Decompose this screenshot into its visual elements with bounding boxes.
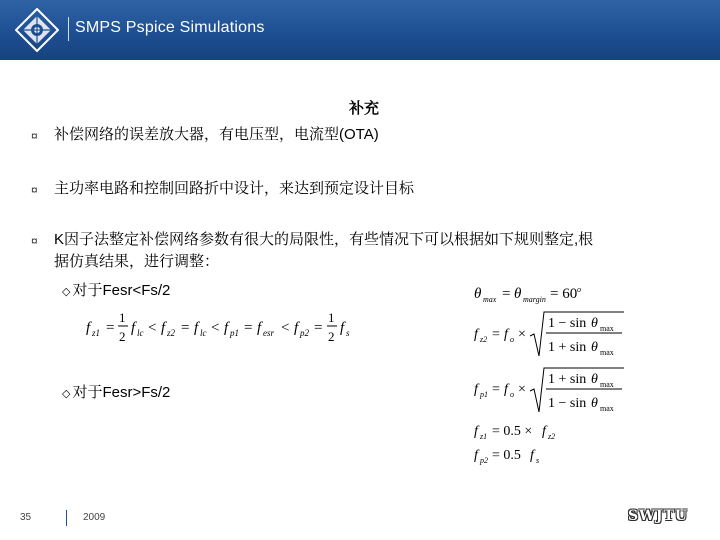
header-title: SMPS Pspice Simulations (75, 19, 265, 36)
svg-text:f: f (474, 327, 478, 342)
svg-text:=: = (492, 382, 500, 397)
svg-text:max: max (600, 324, 614, 333)
svg-text:×: × (518, 382, 526, 397)
arrow-icon: ◇ (62, 388, 71, 400)
svg-text:p2: p2 (480, 456, 488, 465)
svg-text:f: f (224, 320, 229, 336)
svg-text:<: < (281, 320, 290, 336)
brand-logo-text: SWJTU (628, 508, 689, 524)
bullet-icon: ¤ (31, 129, 38, 143)
svg-text:θ: θ (474, 286, 482, 302)
svg-text:1 + sin: 1 + sin (548, 340, 587, 355)
svg-text:max: max (483, 295, 497, 304)
svg-text:s: s (536, 456, 540, 465)
sub-item-2 (62, 381, 170, 402)
svg-text:f: f (474, 382, 478, 397)
svg-text:f: f (86, 320, 91, 336)
svg-text:z2: z2 (548, 432, 556, 441)
svg-text:f: f (474, 448, 478, 463)
bullet-3-line1: K因子法整定补偿网络参数有很大的局限性，有些情况下可以根据如下规则整定,根 (54, 231, 594, 248)
header-bar (0, 0, 720, 60)
page-number: 35 (20, 512, 32, 523)
svg-text:f: f (161, 320, 166, 336)
svg-text:z2: z2 (480, 335, 488, 344)
bullet-2: 主功率电路和控制回路折中设计，来达到预定设计目标 (54, 180, 415, 197)
slide-title: 补充 (349, 100, 380, 117)
bullet-1: 补偿网络的误差放大器，有电压型，电流型(OTA) (54, 126, 379, 143)
svg-text:f: f (542, 424, 546, 439)
svg-text:= 0.5: = 0.5 (492, 448, 521, 463)
sub-item-1 (62, 279, 170, 300)
sub-item-2-label: 对于Fesr>Fs/2 (72, 384, 171, 401)
svg-text:max: max (600, 380, 614, 389)
svg-text:z1: z1 (480, 432, 488, 441)
svg-text:max: max (600, 404, 614, 413)
formula-frequency-chain (86, 306, 376, 348)
svg-text:×: × (518, 327, 526, 342)
svg-text:f: f (194, 320, 199, 336)
svg-text:max: max (600, 348, 614, 357)
svg-text:o: o (577, 285, 581, 294)
svg-text:θ: θ (591, 340, 598, 355)
svg-text:f: f (340, 320, 345, 336)
svg-text:s: s (346, 328, 350, 338)
sub-item-1-label: 对于Fesr<Fs/2 (72, 282, 171, 299)
svg-text:<: < (211, 320, 220, 336)
svg-text:=: = (244, 320, 253, 336)
svg-text:p1: p1 (230, 328, 239, 338)
svg-text:= 0.5 ×: = 0.5 × (492, 424, 533, 439)
formula-fz2 (474, 308, 634, 360)
svg-text:p1: p1 (480, 390, 488, 399)
logo-icon (15, 8, 59, 52)
svg-text:1 − sin: 1 − sin (548, 396, 587, 411)
svg-text:<: < (148, 320, 157, 336)
svg-text:= 60: = 60 (550, 286, 578, 302)
svg-text:θ: θ (591, 396, 598, 411)
bullet-icon: ¤ (31, 183, 38, 197)
svg-text:1: 1 (328, 310, 335, 325)
svg-text:lc: lc (137, 328, 144, 338)
svg-text:o: o (510, 390, 514, 399)
svg-text:=: = (314, 320, 323, 336)
svg-text:o: o (510, 335, 514, 344)
bullet-icon: ¤ (31, 234, 38, 248)
svg-text:=: = (502, 286, 511, 302)
bullet-3-line2: 据仿真结果，进行调整： (54, 253, 220, 270)
svg-text:z1: z1 (92, 328, 101, 338)
svg-text:1 + sin: 1 + sin (548, 372, 587, 387)
svg-text:θ: θ (514, 286, 522, 302)
svg-text:1: 1 (119, 310, 126, 325)
svg-text:f: f (504, 382, 508, 397)
svg-text:f: f (530, 448, 534, 463)
svg-text:1 − sin: 1 − sin (548, 316, 587, 331)
svg-text:esr: esr (263, 328, 274, 338)
footer-separator (66, 510, 67, 526)
svg-text:f: f (474, 424, 478, 439)
formula-fp1 (474, 366, 634, 418)
svg-text:f: f (294, 320, 299, 336)
svg-text:2: 2 (119, 329, 126, 344)
arrow-icon: ◇ (62, 286, 71, 298)
svg-text:=: = (492, 327, 500, 342)
svg-text:2: 2 (328, 329, 335, 344)
footer-year: 2009 (83, 512, 106, 523)
formula-fp2 (474, 444, 584, 466)
formula-fz1 (474, 420, 584, 442)
svg-text:f: f (131, 320, 136, 336)
header-separator (68, 17, 69, 41)
svg-text:θ: θ (591, 372, 598, 387)
svg-text:margin: margin (523, 295, 546, 304)
svg-text:f: f (257, 320, 262, 336)
svg-text:lc: lc (200, 328, 207, 338)
svg-text:f: f (504, 327, 508, 342)
svg-text:p2: p2 (300, 328, 309, 338)
svg-text:z2: z2 (167, 328, 176, 338)
formula-theta-max (474, 282, 584, 304)
svg-text:=: = (106, 320, 115, 336)
svg-text:=: = (181, 320, 190, 336)
svg-text:θ: θ (591, 316, 598, 331)
